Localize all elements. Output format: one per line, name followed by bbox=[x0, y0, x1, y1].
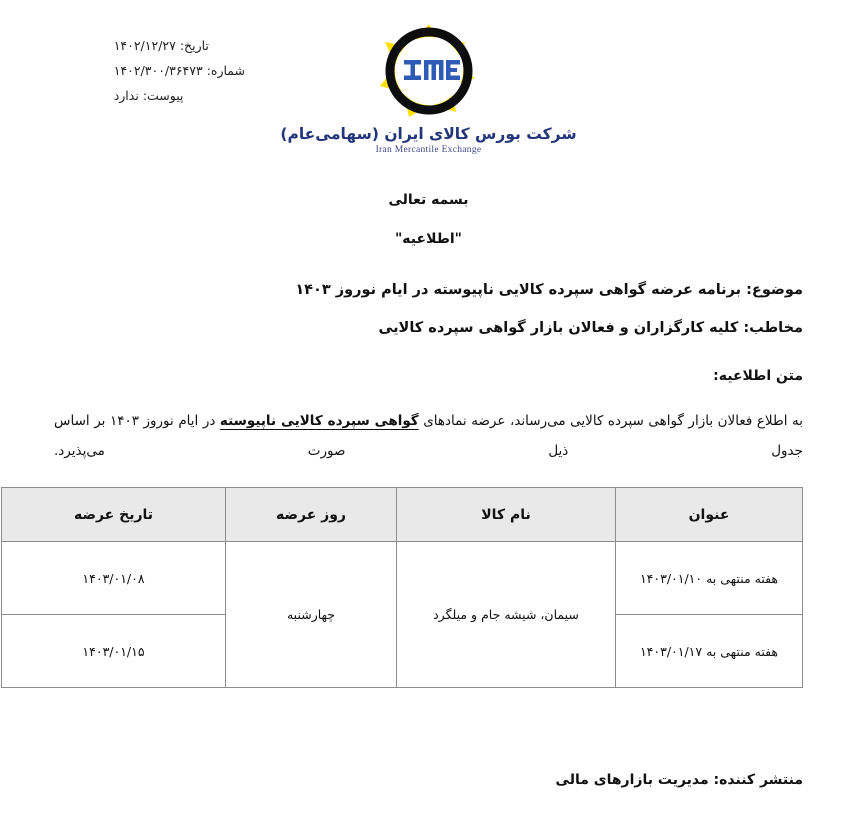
notice-body-label: متن اطلاعیه: bbox=[713, 368, 803, 384]
publisher-line bbox=[54, 772, 803, 788]
table-row bbox=[2, 542, 803, 615]
table-header-row bbox=[2, 488, 803, 542]
cell-goods-merged: سیمان، شیشه جام و میلگرد bbox=[397, 542, 616, 688]
publisher-value: مدیریت بازارهای مالی bbox=[555, 772, 709, 788]
cell-title-row1: هفته منتهی به ۱۴۰۳/۰۱/۱۰ bbox=[616, 542, 803, 615]
document-header bbox=[0, 0, 857, 175]
meta-attachment-value: ندارد bbox=[113, 88, 139, 103]
cell-date-row2: ۱۴۰۳/۰۱/۱۵ bbox=[2, 615, 226, 688]
table-body bbox=[2, 542, 803, 688]
subject-line bbox=[54, 279, 803, 301]
body-text-part2: در ایام نوروز ۱۴۰۳ بر اساس جدول ذیل صورت می‌پذیرد. bbox=[54, 413, 803, 459]
table-head bbox=[2, 488, 803, 542]
offering-schedule-table bbox=[1, 487, 803, 688]
publisher-label: منتشر کننده: bbox=[713, 772, 803, 788]
body-text-part1: به اطلاع فعالان بازار گواهی سپرده کالایی می‌رساند، عرضه نمادهای bbox=[418, 413, 803, 429]
audience-line bbox=[54, 317, 803, 339]
bismillah-line: بسمه تعالی bbox=[388, 192, 469, 208]
meta-attachment-label: پیوست: bbox=[142, 88, 184, 103]
table-header-day: روز عرضه bbox=[226, 488, 397, 542]
audience-value: کلیه کارگزاران و فعالان بازار گواهی سپرده کالایی bbox=[378, 320, 739, 336]
meta-number-label: شماره: bbox=[206, 63, 245, 78]
subject-value: برنامه عرضه گواهی سپرده کالایی ناپیوسته در ایام نوروز ۱۴۰۳ bbox=[295, 282, 742, 298]
cell-day-merged: چهارشنبه bbox=[226, 542, 397, 688]
brand-block bbox=[0, 22, 857, 155]
meta-date-value: ۱۴۰۲/۱۲/۲۷ bbox=[113, 38, 176, 53]
brand-name-en: Iran Mercantile Exchange bbox=[375, 145, 482, 155]
table-header-date: تاریخ عرضه bbox=[2, 488, 226, 542]
table-header-goods: نام کالا bbox=[397, 488, 616, 542]
audience-label: مخاطب: bbox=[743, 320, 803, 336]
ime-logo-icon bbox=[377, 22, 481, 120]
table-header-title: عنوان bbox=[616, 488, 803, 542]
meta-number-value: ۱۴۰۲/۳۰۰/۳۶۴۷۳ bbox=[113, 63, 203, 78]
cell-date-row1: ۱۴۰۳/۰۱/۰۸ bbox=[2, 542, 226, 615]
subject-label: موضوع: bbox=[746, 282, 803, 298]
brand-name-fa: شرکت بورس کالای ایران (سهامی‌عام) bbox=[280, 125, 577, 143]
notice-body-paragraph bbox=[54, 406, 803, 466]
body-text-emphasis: گواهی سپرده کالایی ناپیوسته bbox=[219, 413, 419, 429]
notice-title: "اطلاعیه" bbox=[395, 231, 462, 247]
cell-title-row2: هفته منتهی به ۱۴۰۳/۰۱/۱۷ bbox=[616, 615, 803, 688]
meta-date-label: تاریخ: bbox=[179, 38, 209, 53]
